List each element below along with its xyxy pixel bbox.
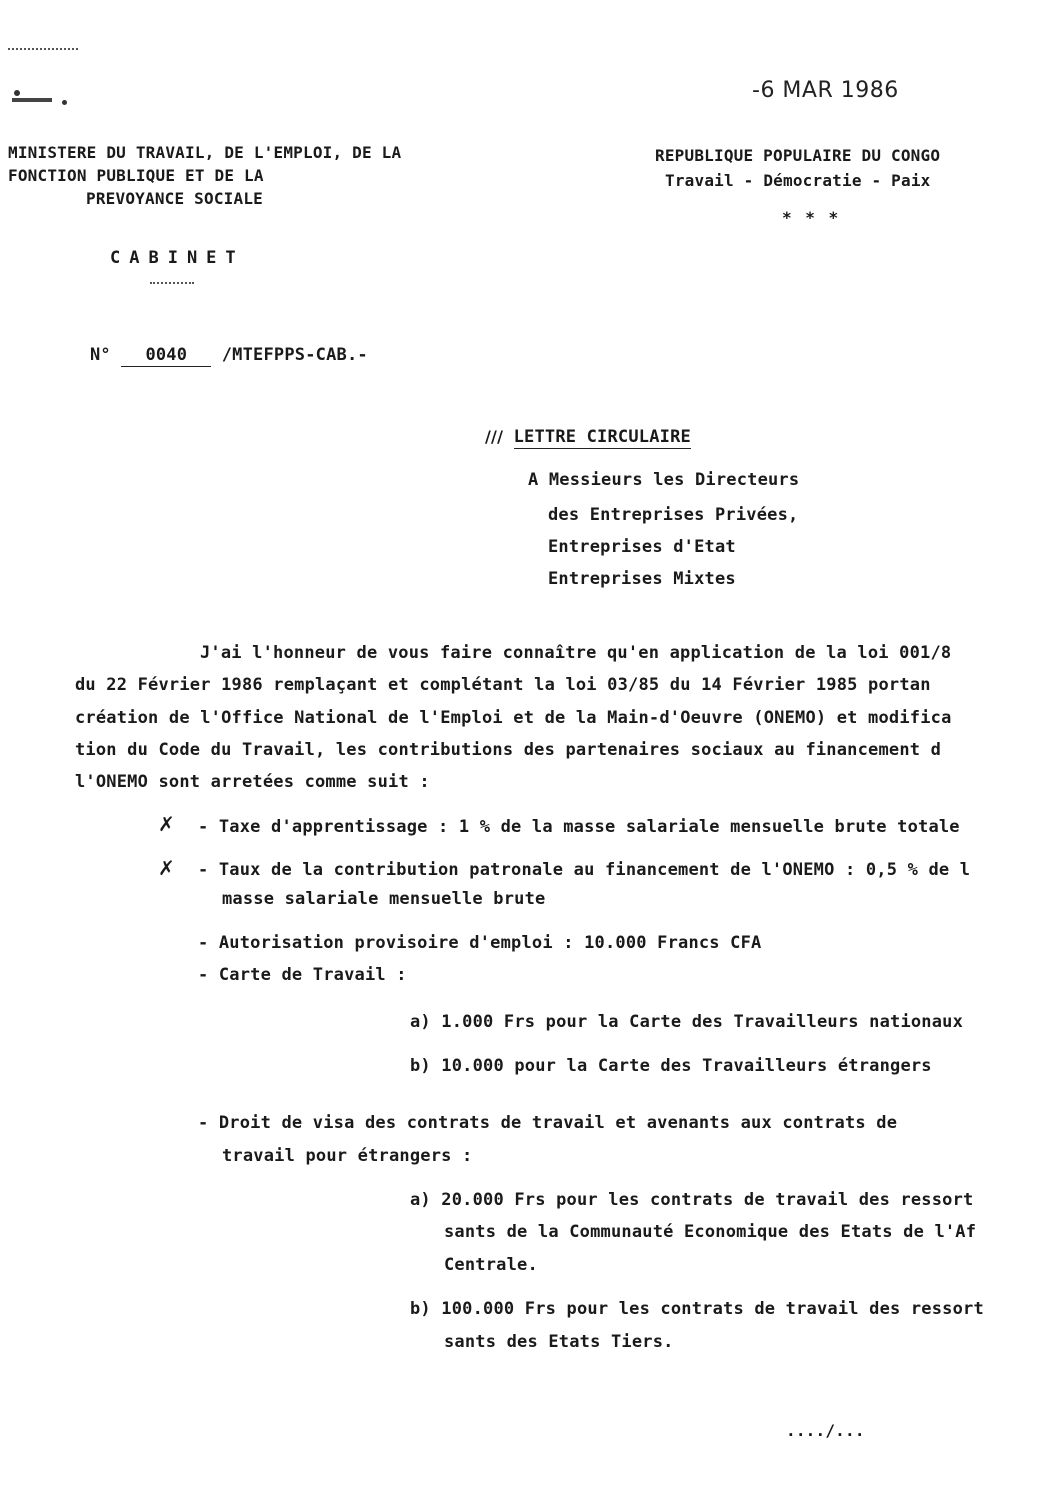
letter-title-text: LETTRE CIRCULAIRE	[513, 427, 691, 447]
cabinet-label: CABINET	[110, 248, 245, 268]
page-continuation: ..../...	[786, 1421, 865, 1440]
visa-b-line-1: b) 100.000 Frs pour les contrats de travail des ressort	[410, 1299, 984, 1319]
item-contribution-line-1: - Taux de la contribution patronale au financement de l'ONEMO : 0,5 % de l	[198, 860, 971, 880]
republic-stars: * * *	[782, 208, 841, 227]
ministry-line-3: PREVOYANCE SOCIALE	[86, 189, 263, 208]
ministry-line-2-prefix	[8, 166, 264, 185]
visa-line-2: travail pour étrangers :	[222, 1146, 473, 1166]
scan-noise	[12, 98, 52, 102]
addressee-line-1: A Messieurs les Directeurs	[528, 470, 800, 490]
visa-a-line-2: sants de la Communauté Economique des Etats de l'Af	[444, 1222, 977, 1242]
addressee-line-2: des Entreprises Privées,	[548, 505, 799, 525]
scan-noise	[14, 90, 20, 96]
visa-a-line-3: Centrale.	[444, 1255, 538, 1275]
republic-motto: Travail - Démocratie - Paix	[665, 171, 931, 190]
reference-number	[90, 345, 368, 367]
item-apprentissage: - Taxe d'apprentissage : 1 % de la masse salariale mensuelle brute totale	[198, 817, 960, 837]
cabinet-underline	[150, 282, 194, 284]
visa-line-1: - Droit de visa des contrats de travail et avenants aux contrats de	[198, 1113, 898, 1133]
republic-line-1: REPUBLIQUE POPULAIRE DU CONGO	[655, 146, 941, 165]
scan-noise	[8, 48, 78, 50]
addressee-line-3: Entreprises d'Etat	[548, 537, 736, 557]
carte-etrangers: b) 10.000 pour la Carte des Travailleurs étrangers	[410, 1056, 932, 1076]
number-prefix: N°	[90, 345, 111, 365]
item-contribution-line-2: masse salariale mensuelle brute	[222, 889, 546, 909]
number-suffix: /MTEFPPS-CAB.-	[221, 345, 368, 365]
intro-line-5: l'ONEMO sont arretées comme suit :	[75, 772, 430, 792]
handwritten-check-icon: ✗	[158, 856, 175, 880]
visa-a-line-1: a) 20.000 Frs pour les contrats de travail des ressort	[410, 1190, 974, 1210]
intro-line-1: J'ai l'honneur de vous faire connaître qu'en application de la loi 001/8	[200, 643, 952, 663]
intro-line-4: tion du Code du Travail, les contributions des partenaires sociaux au financement d	[75, 740, 942, 760]
ministry-line-2: FONCTION PUBLIQUE ET DE LA	[8, 166, 264, 185]
ministry-line-1: MINISTERE DU TRAVAIL, DE L'EMPLOI, DE LA	[8, 143, 402, 162]
date-stamp: -6 MAR 1986	[752, 78, 899, 103]
intro-line-2: du 22 Février 1986 remplaçant et complétant la loi 03/85 du 14 Février 1985 portan	[75, 675, 931, 695]
handwritten-check-icon: ✗	[158, 812, 175, 836]
item-carte-travail: - Carte de Travail :	[198, 965, 407, 985]
letter-title	[485, 427, 691, 447]
carte-nationaux: a) 1.000 Frs pour la Carte des Travailleurs nationaux	[410, 1012, 964, 1032]
scan-noise	[62, 100, 67, 105]
addressee-line-4: Entreprises Mixtes	[548, 569, 736, 589]
item-autorisation: - Autorisation provisoire d'emploi : 10.000 Francs CFA	[198, 933, 762, 953]
handwritten-mark-icon: ///	[485, 427, 504, 446]
number-value: 0040	[121, 345, 211, 367]
intro-line-3: création de l'Office National de l'Emploi et de la Main-d'Oeuvre (ONEMO) et modifica	[75, 708, 952, 728]
visa-b-line-2: sants des Etats Tiers.	[444, 1332, 674, 1352]
